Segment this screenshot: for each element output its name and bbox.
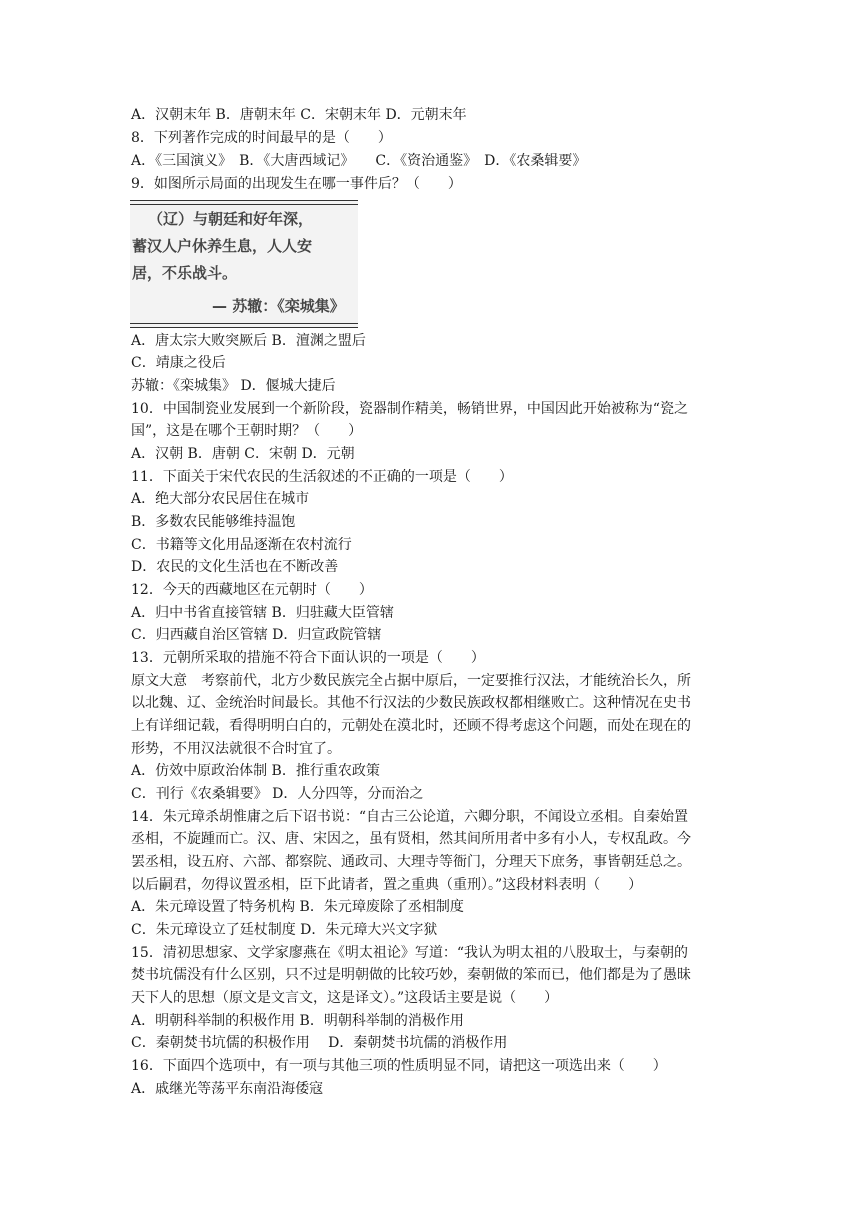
text-line: A．唐太宗大败突厥后 B．澶渊之盟后 <box>131 333 366 349</box>
text-line: 国”，这是在哪个王朝时期？（ ） <box>131 423 363 439</box>
text-line: D．农民的文化生活也在不断改善 <box>131 559 339 575</box>
text-line: A．汉朝末年 B．唐朝末年 C．宋朝末年 D．元朝末年 <box>131 107 467 123</box>
figure-text-line: 蓄汉人户休养生息，人人安 <box>132 237 313 255</box>
text-line: C．书籍等文化用品逐渐在农村流行 <box>131 537 352 553</box>
text-line: 焚书坑儒没有什么区别，只不过是明朝做的比较巧妙，秦朝做的笨而已，他们都是为了愚昧 <box>131 967 691 983</box>
text-line: B．多数农民能够维持温饱 <box>131 514 296 530</box>
text-line: 苏辙：《栾城集》 D．偃城大捷后 <box>131 378 336 394</box>
text-line: A．朱元璋设置了特务机构 B．朱元璋废除了丞相制度 <box>131 899 464 915</box>
text-line: C．靖康之役后 <box>131 355 226 371</box>
text-line: 上有详细记载，看得明明白白的，元朝处在漠北时，还顾不得考虑这个问题，而处在现在的 <box>131 718 691 734</box>
question-8: 8．下列著作完成的时间最早的是（ ） <box>131 130 392 146</box>
text-line: A．汉朝 B．唐朝 C．宋朝 D．元朝 <box>131 446 355 462</box>
text-line: C．刊行《农桑辑要》 D．人分四等，分而治之 <box>131 786 424 802</box>
text-line: 天下人的思想（原文是文言文，这是译文）。”这段话主要是说（ ） <box>131 990 559 1006</box>
text-line: 形势，不用汉法就很不合时宜了。 <box>131 741 341 757</box>
text-line: 以后嗣君，勿得议置丞相，臣下此请者，置之重典（重刑）。”这段材料表明（ ） <box>131 877 643 893</box>
figure-bottom-rule <box>130 323 358 328</box>
text-line: A．仿效中原政治体制 B．推行重农政策 <box>131 763 380 779</box>
question-16: 16．下面四个选项中，有一项与其他三项的性质明显不同，请把这一项选出来（ ） <box>131 1058 667 1074</box>
text-line: 丞相，不旋踵而亡。汉、唐、宋因之，虽有贤相，然其间所用者中多有小人，专权乱政。今 <box>131 831 691 847</box>
question-11: 11．下面关于宋代农民的生活叙述的不正确的一项是（ ） <box>131 469 513 485</box>
question-9: 9．如图所示局面的出现发生在哪一事件后？（ ） <box>131 176 462 192</box>
text-line: C．秦朝焚书坑儒的积极作用 D．秦朝焚书坑儒的消极作用 <box>131 1035 508 1051</box>
text-line: C．归西藏自治区管辖 D．归宣政院管辖 <box>131 627 382 643</box>
figure-top-rule <box>130 200 358 205</box>
question-12: 12．今天的西藏地区在元朝时（ ） <box>131 582 373 598</box>
figure-source: — 苏辙：《栾城集》 <box>212 297 345 315</box>
figure-text-line: （辽）与朝廷和好年深， <box>148 210 314 228</box>
text-line: A．明朝科举制的积极作用 B．明朝科举制的消极作用 <box>131 1013 464 1029</box>
text-line: C．朱元璋设立了廷杖制度 D．朱元璋大兴文字狱 <box>131 922 438 938</box>
text-line: 原文大意 考察前代，北方少数民族完全占据中原后，一定要推行汉法，才能统治长久，所 <box>131 673 691 689</box>
text-line: 以北魏、辽、金统治时间最长。其他不行汉法的少数民族政权都相继败亡。这种情况在史书 <box>131 695 691 711</box>
question-15: 15．清初思想家、文学家廖燕在《明太祖论》写道：“我认为明太祖的八股取士，与秦朝的 <box>131 945 688 961</box>
text-line: A．绝大部分农民居住在城市 <box>131 491 310 507</box>
question-13: 13．元朝所采取的措施不符合下面认识的一项是（ ） <box>131 650 485 666</box>
question-14: 14．朱元璋杀胡惟庸之后下诏书说：“自古三公论道，六卿分职，不闻设立丞相。自秦始置 <box>131 809 688 825</box>
question-10: 10．中国制瓷业发展到一个新阶段，瓷器制作精美，畅销世界，中国因此开始被称为“瓷之 <box>131 401 688 417</box>
text-line: 罢丞相，设五府、六部、都察院、通政司、大理寺等衙门，分理天下庶务，事皆朝廷总之。 <box>131 854 691 870</box>
figure-text-line: 居，不乐战斗。 <box>132 264 238 282</box>
text-line: A．戚继光等荡平东南沿海倭寇 <box>131 1081 324 1097</box>
text-line: A．《三国演义》 B．《大唐西域记》 C．《资治通鉴》 D．《农桑辑要》 <box>131 153 587 169</box>
text-line: A．归中书省直接管辖 B．归驻藏大臣管辖 <box>131 605 394 621</box>
quote-figure <box>130 200 358 328</box>
